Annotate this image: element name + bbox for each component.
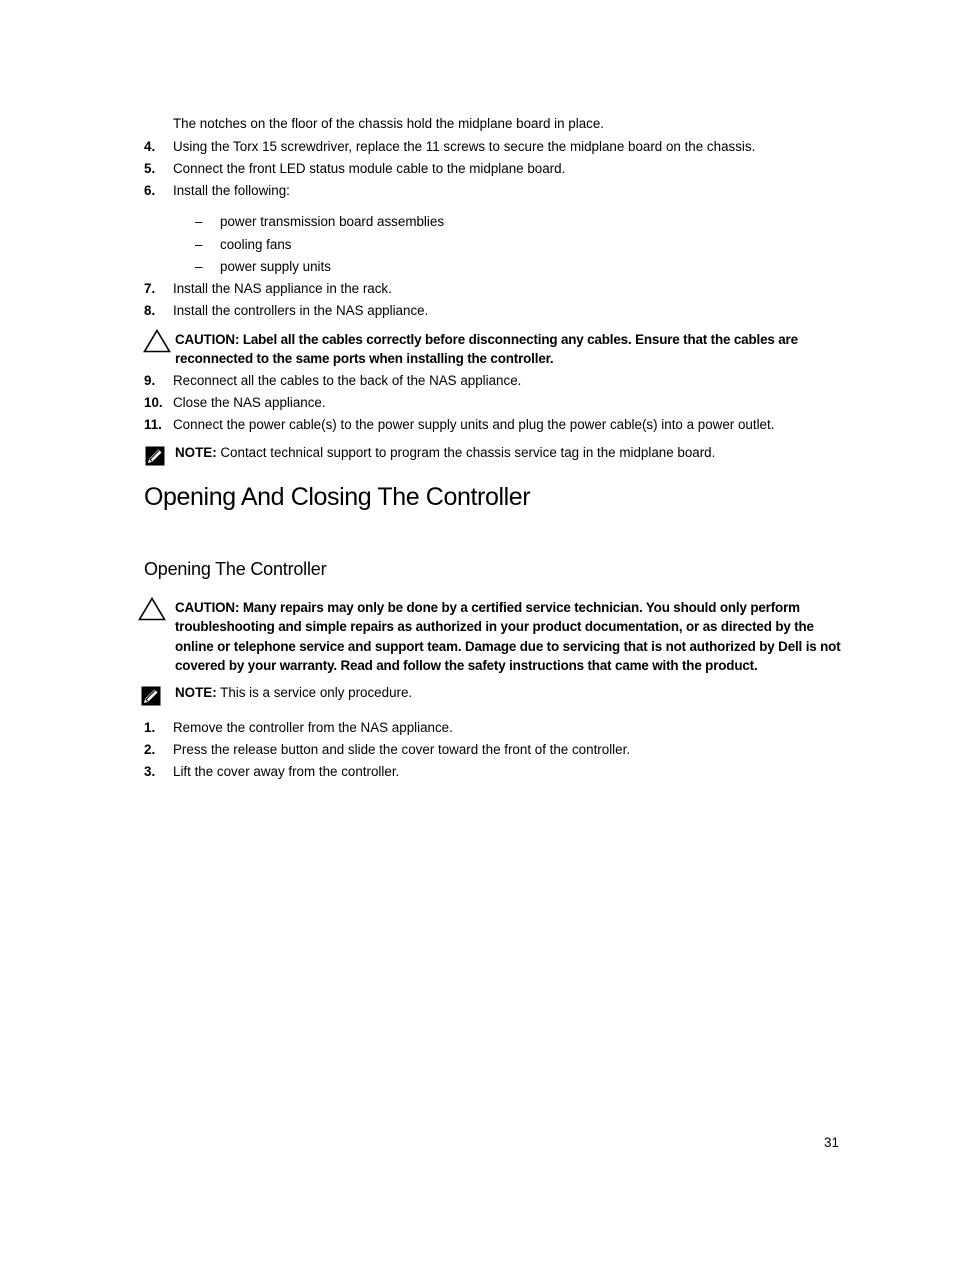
note-pencil-icon: [145, 446, 165, 466]
section-heading: Opening And Closing The Controller: [144, 483, 531, 511]
sub-item: power transmission board assemblies: [220, 214, 445, 229]
step-number: 11.: [144, 417, 162, 432]
subsection-heading: Opening The Controller: [144, 559, 327, 579]
step-text: Connect the power cable(s) to the power supply units and plug the power cable(s) into a power outlet.: [173, 417, 775, 432]
step-number: 6.: [144, 183, 156, 198]
sub-item: power supply units: [220, 259, 331, 274]
step-text: Reconnect all the cables to the back of the NAS appliance.: [173, 373, 522, 388]
note-body: This is a service only procedure.: [216, 685, 413, 700]
list-dash: –: [195, 259, 203, 274]
step-number: 9.: [144, 373, 156, 388]
step-text: Install the following:: [173, 183, 290, 198]
step-number: 1.: [144, 720, 156, 735]
note-label: NOTE:: [175, 685, 217, 700]
note-label: NOTE:: [175, 445, 217, 460]
note-body: Contact technical support to program the chassis service tag in the midplane board.: [216, 445, 716, 460]
page-number: 31: [824, 1135, 839, 1150]
step-text: Lift the cover away from the controller.: [173, 764, 400, 779]
step-number: 10.: [144, 395, 163, 410]
step-text: Install the NAS appliance in the rack.: [173, 281, 392, 296]
step-text: Remove the controller from the NAS appliance.: [173, 720, 453, 735]
note-text: [175, 684, 412, 702]
caution-triangle-icon: [143, 329, 171, 353]
step-text: Press the release button and slide the cover toward the front of the controller.: [173, 742, 631, 757]
list-dash: –: [195, 237, 203, 252]
note-pencil-icon: [141, 686, 161, 706]
caution-triangle-icon: [138, 597, 166, 621]
step-number: 4.: [144, 139, 156, 154]
list-dash: –: [195, 214, 203, 229]
caution-text: CAUTION: Label all the cables correctly before disconnecting any cables. Ensure that the cables are reconnected to the same ports when installing the controller.: [175, 332, 798, 367]
step-number: 2.: [144, 742, 156, 757]
caution-text: CAUTION: Many repairs may only be done by a certified service technician. You should only perform troubleshooting and simple repairs as authorized in your product documentation, or as directed by the online or telephone service and support team. Damage due to servicing that is not authorized by Dell is not covered by your warranty. Read and follow the safety instructions that came with the product.: [175, 600, 841, 673]
sub-item: cooling fans: [220, 237, 292, 252]
note-text: [175, 444, 715, 462]
step-number: 3.: [144, 764, 156, 779]
step-text: Connect the front LED status module cable to the midplane board.: [173, 161, 566, 176]
step-text: Using the Torx 15 screwdriver, replace the 11 screws to secure the midplane board on the chassis.: [173, 139, 756, 154]
intro-line: The notches on the floor of the chassis hold the midplane board in place.: [173, 116, 605, 131]
step-number: 8.: [144, 303, 156, 318]
step-number: 5.: [144, 161, 156, 176]
step-text: Install the controllers in the NAS appliance.: [173, 303, 429, 318]
step-number: 7.: [144, 281, 156, 296]
step-text: Close the NAS appliance.: [173, 395, 326, 410]
